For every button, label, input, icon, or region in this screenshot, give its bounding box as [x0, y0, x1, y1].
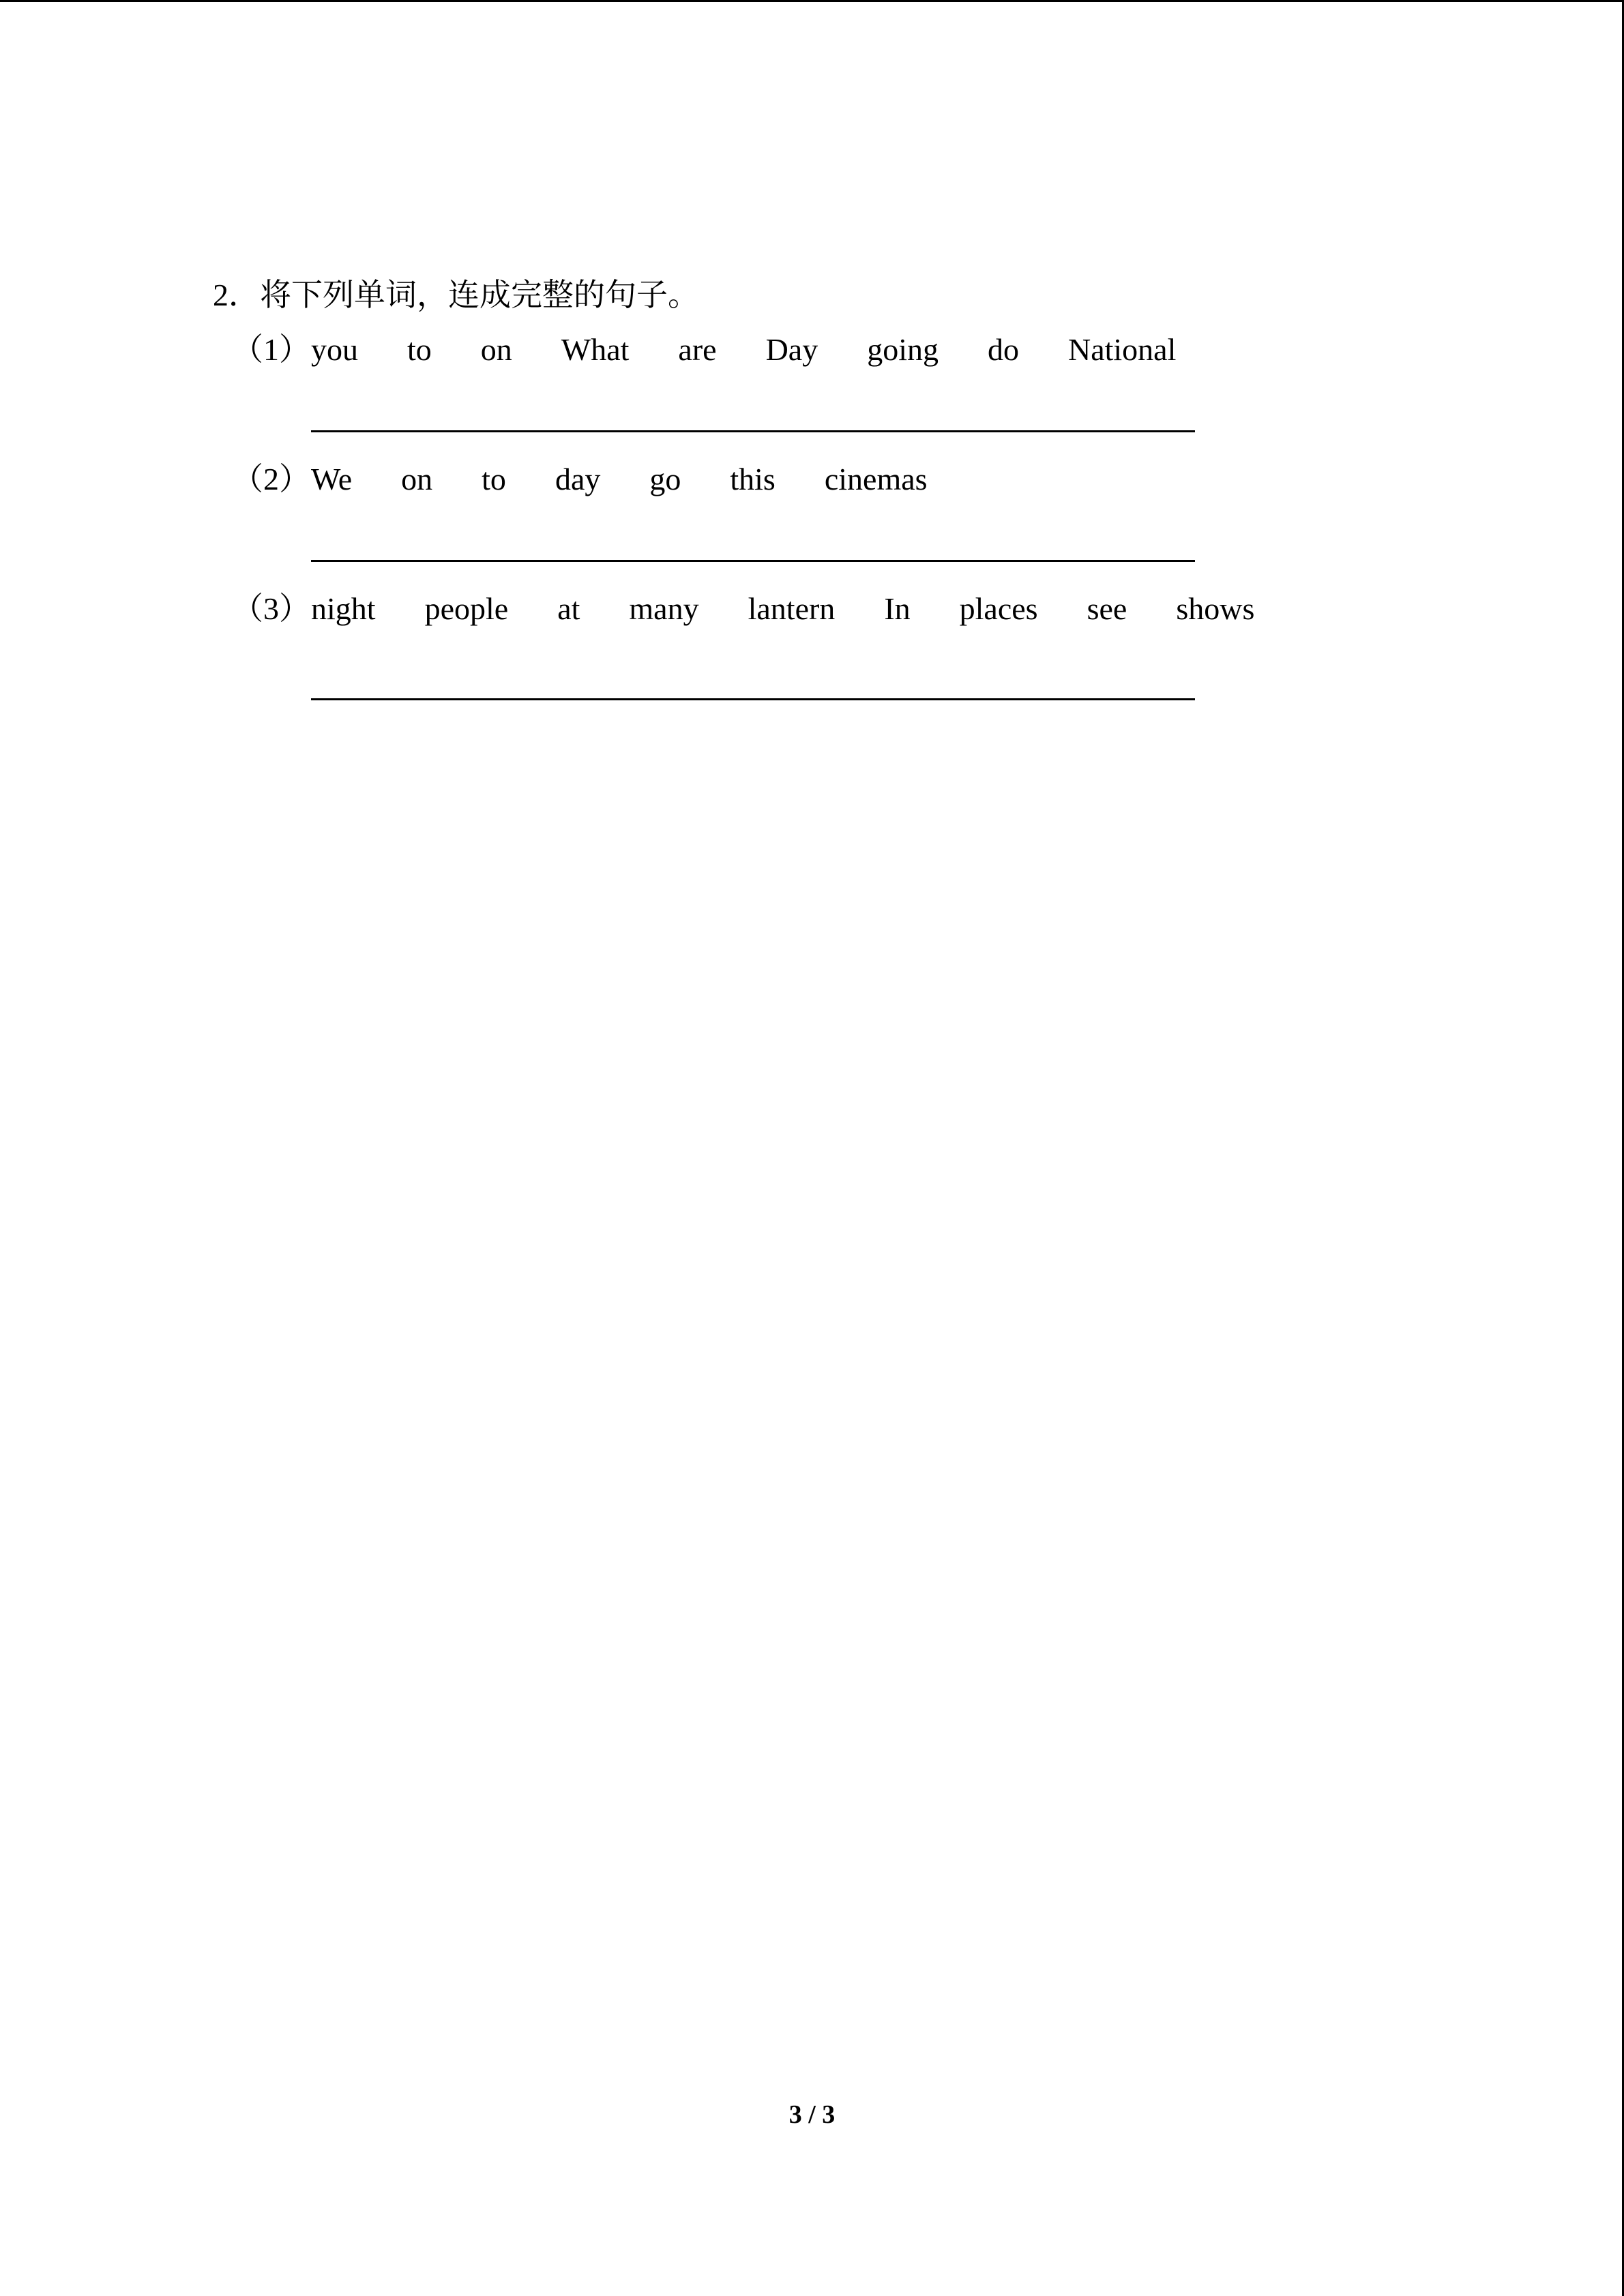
word: Day	[765, 332, 818, 367]
word: lantern	[748, 591, 836, 626]
question-heading: 2．将下列单词，连成完整的句子。	[213, 278, 699, 312]
item-number: （1）	[232, 332, 310, 367]
word: on	[401, 462, 433, 496]
word: at	[557, 591, 580, 626]
word-list	[311, 326, 1176, 374]
word: are	[678, 332, 717, 367]
item-1	[232, 326, 1176, 374]
word: go	[649, 462, 681, 496]
word-list	[311, 456, 928, 503]
page-border-top	[0, 0, 1624, 2]
word-list	[311, 585, 1254, 633]
word: many	[629, 591, 699, 626]
page-number: 3 / 3	[788, 2100, 836, 2129]
word: people	[424, 591, 509, 626]
item-2	[232, 456, 928, 503]
answer-line-1[interactable]	[311, 430, 1195, 432]
word: day	[555, 462, 601, 496]
word: do	[987, 332, 1019, 367]
word: to	[482, 462, 506, 496]
answer-line-2[interactable]	[311, 560, 1195, 562]
word: We	[311, 462, 353, 496]
word: going	[867, 332, 939, 367]
word: shows	[1176, 591, 1255, 626]
word: to	[407, 332, 432, 367]
answer-line-3[interactable]	[311, 698, 1195, 700]
item-number: （2）	[232, 462, 310, 496]
item-number: （3）	[232, 591, 310, 626]
item-3	[232, 585, 1254, 633]
word: cinemas	[824, 462, 928, 496]
word: this	[730, 462, 776, 496]
word: National	[1067, 332, 1177, 367]
word: see	[1087, 591, 1127, 626]
word: on	[480, 332, 512, 367]
word: What	[561, 332, 630, 367]
word: night	[311, 591, 376, 626]
word: In	[884, 591, 911, 626]
word: places	[959, 591, 1038, 626]
word: you	[311, 332, 358, 367]
